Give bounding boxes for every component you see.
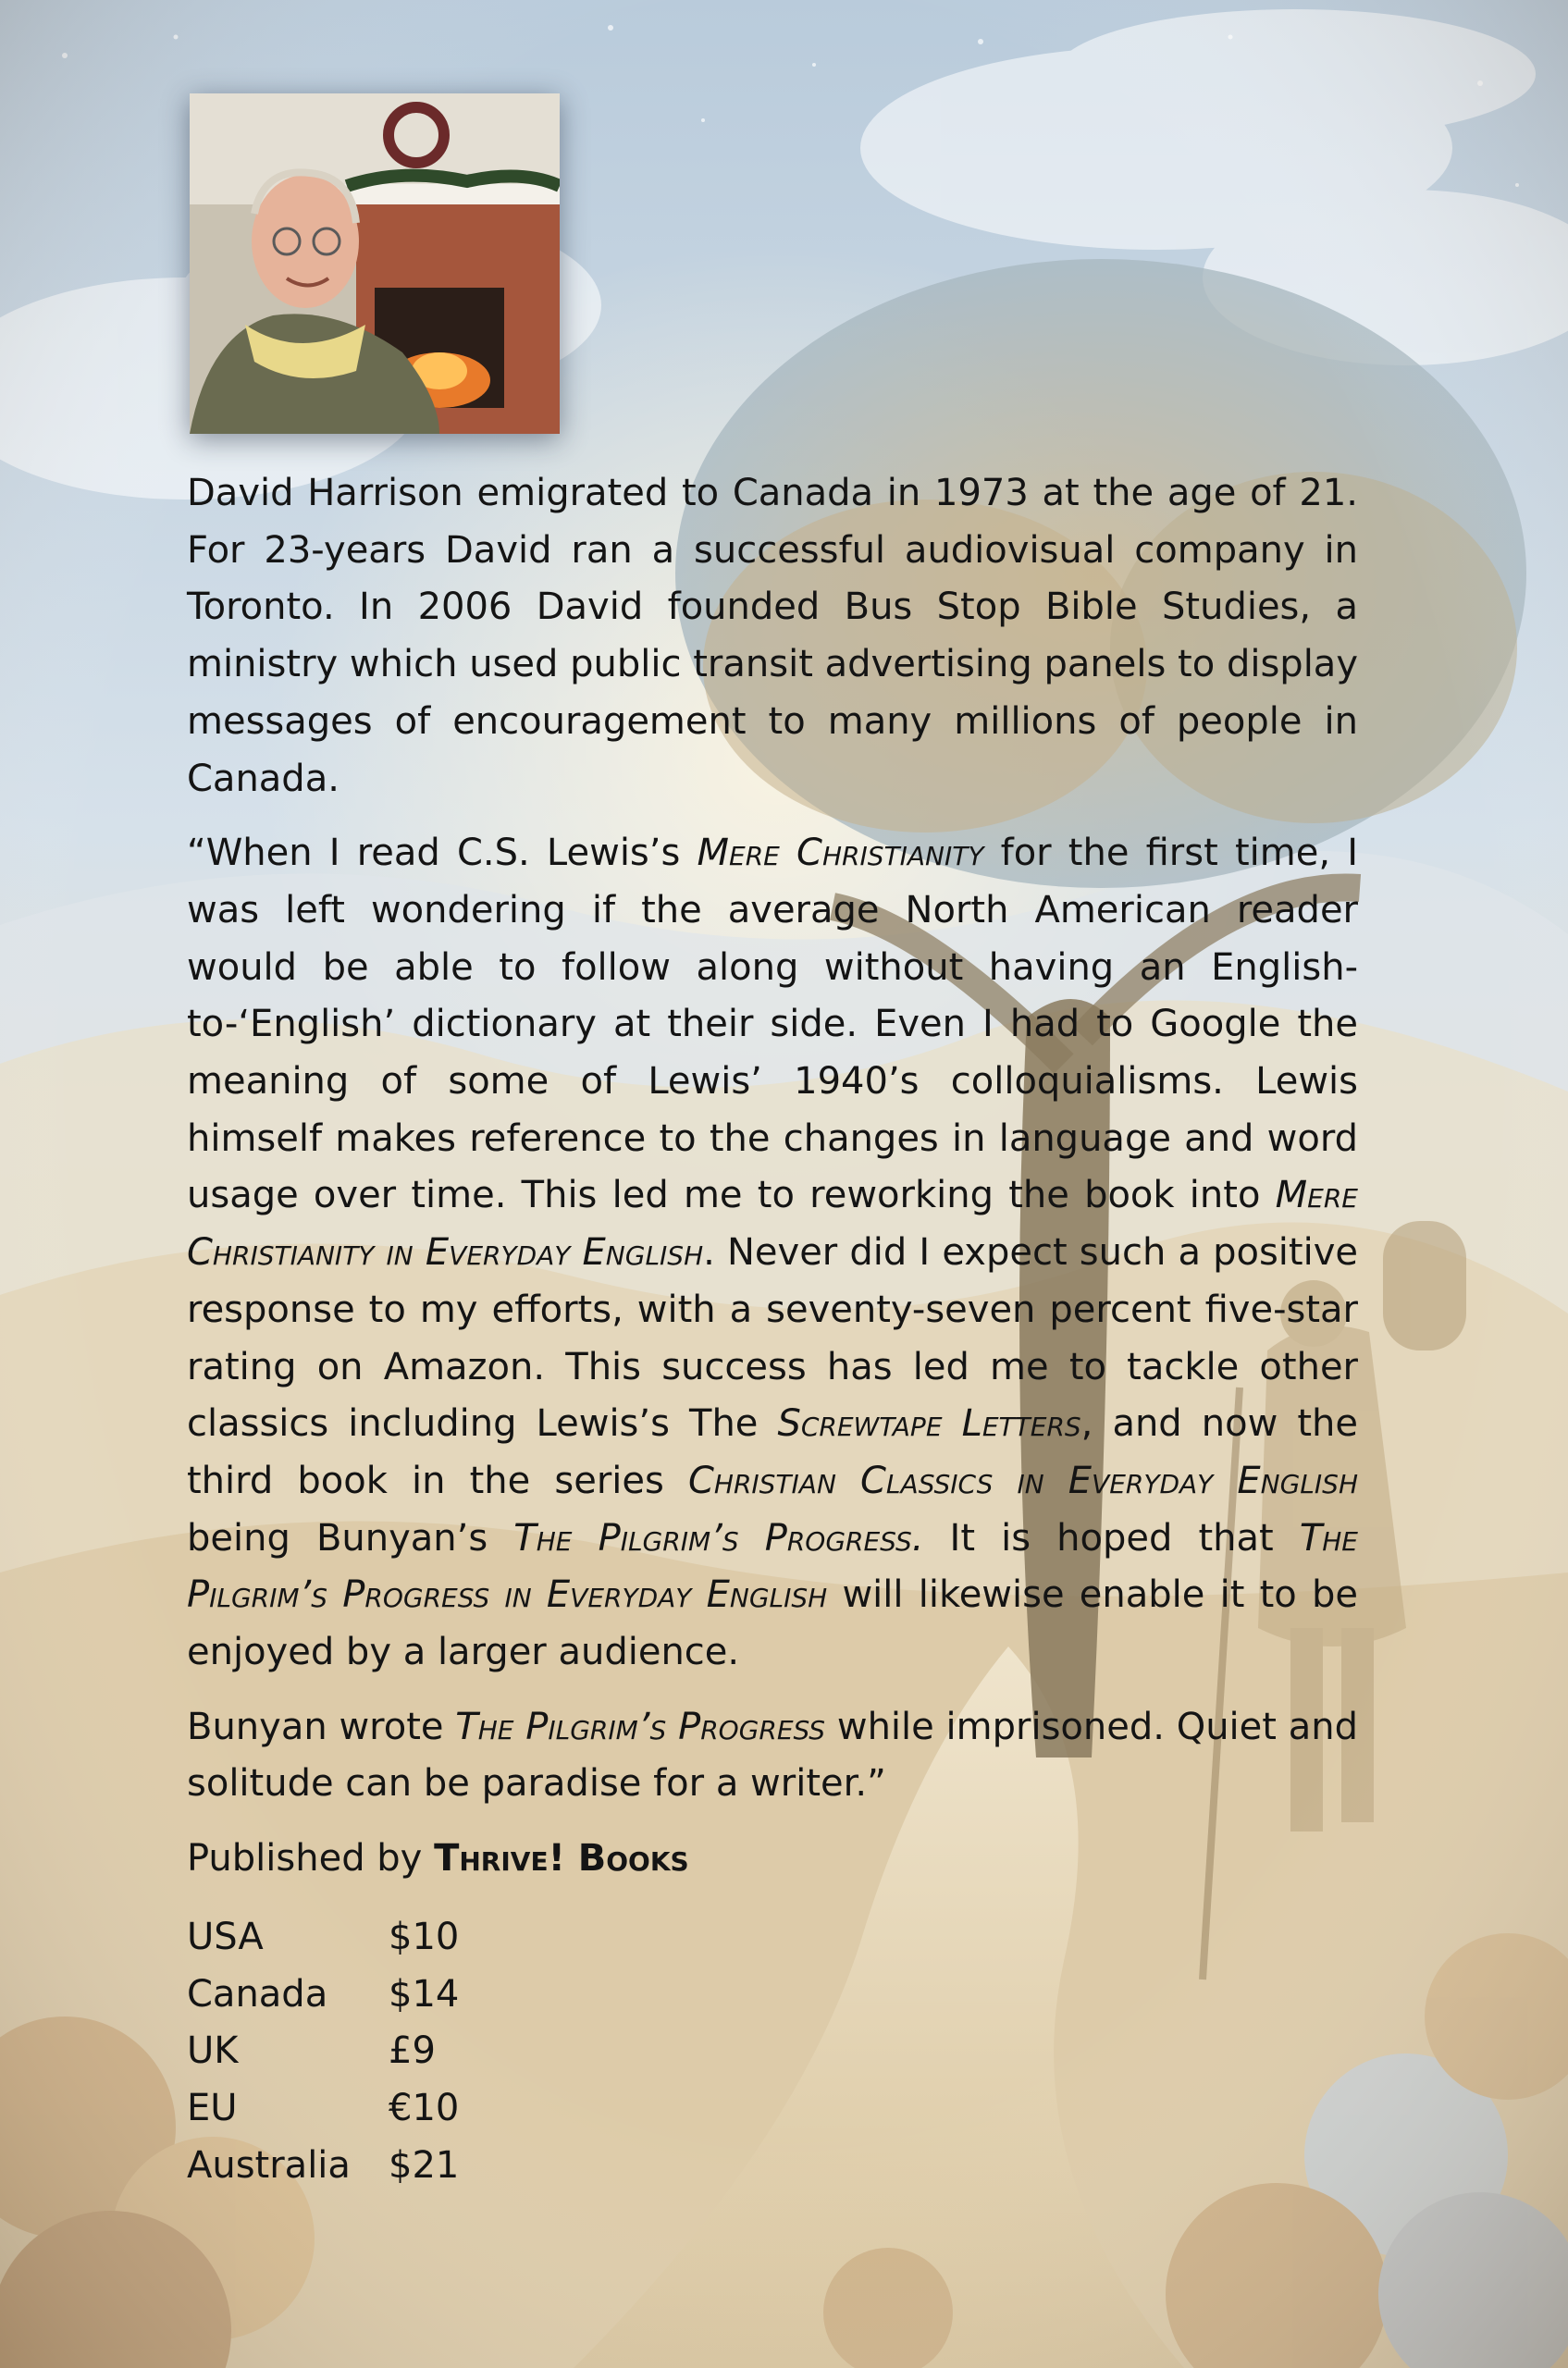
price-row — [187, 1909, 459, 1967]
author-bio: David Harrison emigrated to Canada in 1973 at the age of 21. For 23-years David ran a successful audiovisual company in Toronto. In 2006 David founded Bus Stop Bible Studies, a ministry which used public transit advertising panels to display messages of encouragement to many millions of people in Canada. — [187, 472, 1358, 800]
quote-text: while imprisoned. Quiet and solitude can be paradise for a writer.” — [187, 1705, 1358, 1806]
price-country: USA — [187, 1915, 264, 1958]
quote-text: will likewise enable it to be enjoyed by a larger audience. — [187, 1573, 1359, 1674]
author-quote — [187, 825, 1358, 1682]
price-value: $21 — [389, 2143, 460, 2187]
price-country: EU — [187, 2086, 238, 2129]
price-value: £9 — [389, 2029, 436, 2073]
price-row — [187, 2023, 459, 2080]
series-title: Christian Classics in Everyday English — [687, 1459, 1358, 1502]
back-cover-text — [187, 465, 1358, 2194]
author-photo — [190, 93, 560, 434]
price-table — [187, 1909, 459, 2195]
book-title: The Pilgrim’s Progress. — [513, 1516, 924, 1560]
price-country: UK — [187, 2029, 239, 2073]
quote-text: It is hoped that — [923, 1516, 1300, 1560]
publisher-line — [187, 1831, 1358, 1888]
price-row — [187, 2138, 459, 2195]
quote-text: being Bunyan’s — [187, 1516, 514, 1560]
quote-text: for the first time, I was left wondering if the average North American reader would be able to follow along without having an English-to-‘English’ dictionary at their side. Even I had to Google the meaning of some of Lewis’ 1940’s colloquialisms. Lewis himself makes reference to the changes in language and word usage over time. This led me to reworking the book into — [187, 832, 1359, 1217]
closing-quote — [187, 1699, 1358, 1813]
book-title: Mere Christianity — [697, 832, 984, 875]
price-value: $10 — [389, 1915, 460, 1958]
quote-text: Bunyan wrote — [187, 1705, 456, 1748]
price-value: $14 — [389, 1972, 460, 2016]
quote-text: “When I read C.S. Lewis’s — [187, 832, 698, 875]
book-title: Mere Christianity in Everyday English — [187, 1174, 1358, 1275]
publisher-name: Thrive! Books — [434, 1837, 689, 1881]
price-country: Australia — [187, 2143, 351, 2187]
book-title: The Pilgrim’s Progress — [455, 1705, 826, 1748]
publisher-label: Published by — [187, 1837, 435, 1881]
price-row — [187, 1967, 459, 2024]
book-title: The Pilgrim’s Progress in Everyday English — [187, 1516, 1358, 1617]
quote-text: . Never did I expect such a positive response to my efforts, with a seventy-seven percent five-star rating on Amazon. This success has led me to tackle other classics including Lewis’s The — [187, 1231, 1359, 1446]
price-country: Canada — [187, 1972, 328, 2016]
price-row — [187, 2080, 459, 2138]
quote-text: , and now the third book in the series — [187, 1402, 1359, 1502]
price-value: €10 — [389, 2086, 460, 2129]
book-title: Screwtape Letters — [777, 1402, 1081, 1446]
